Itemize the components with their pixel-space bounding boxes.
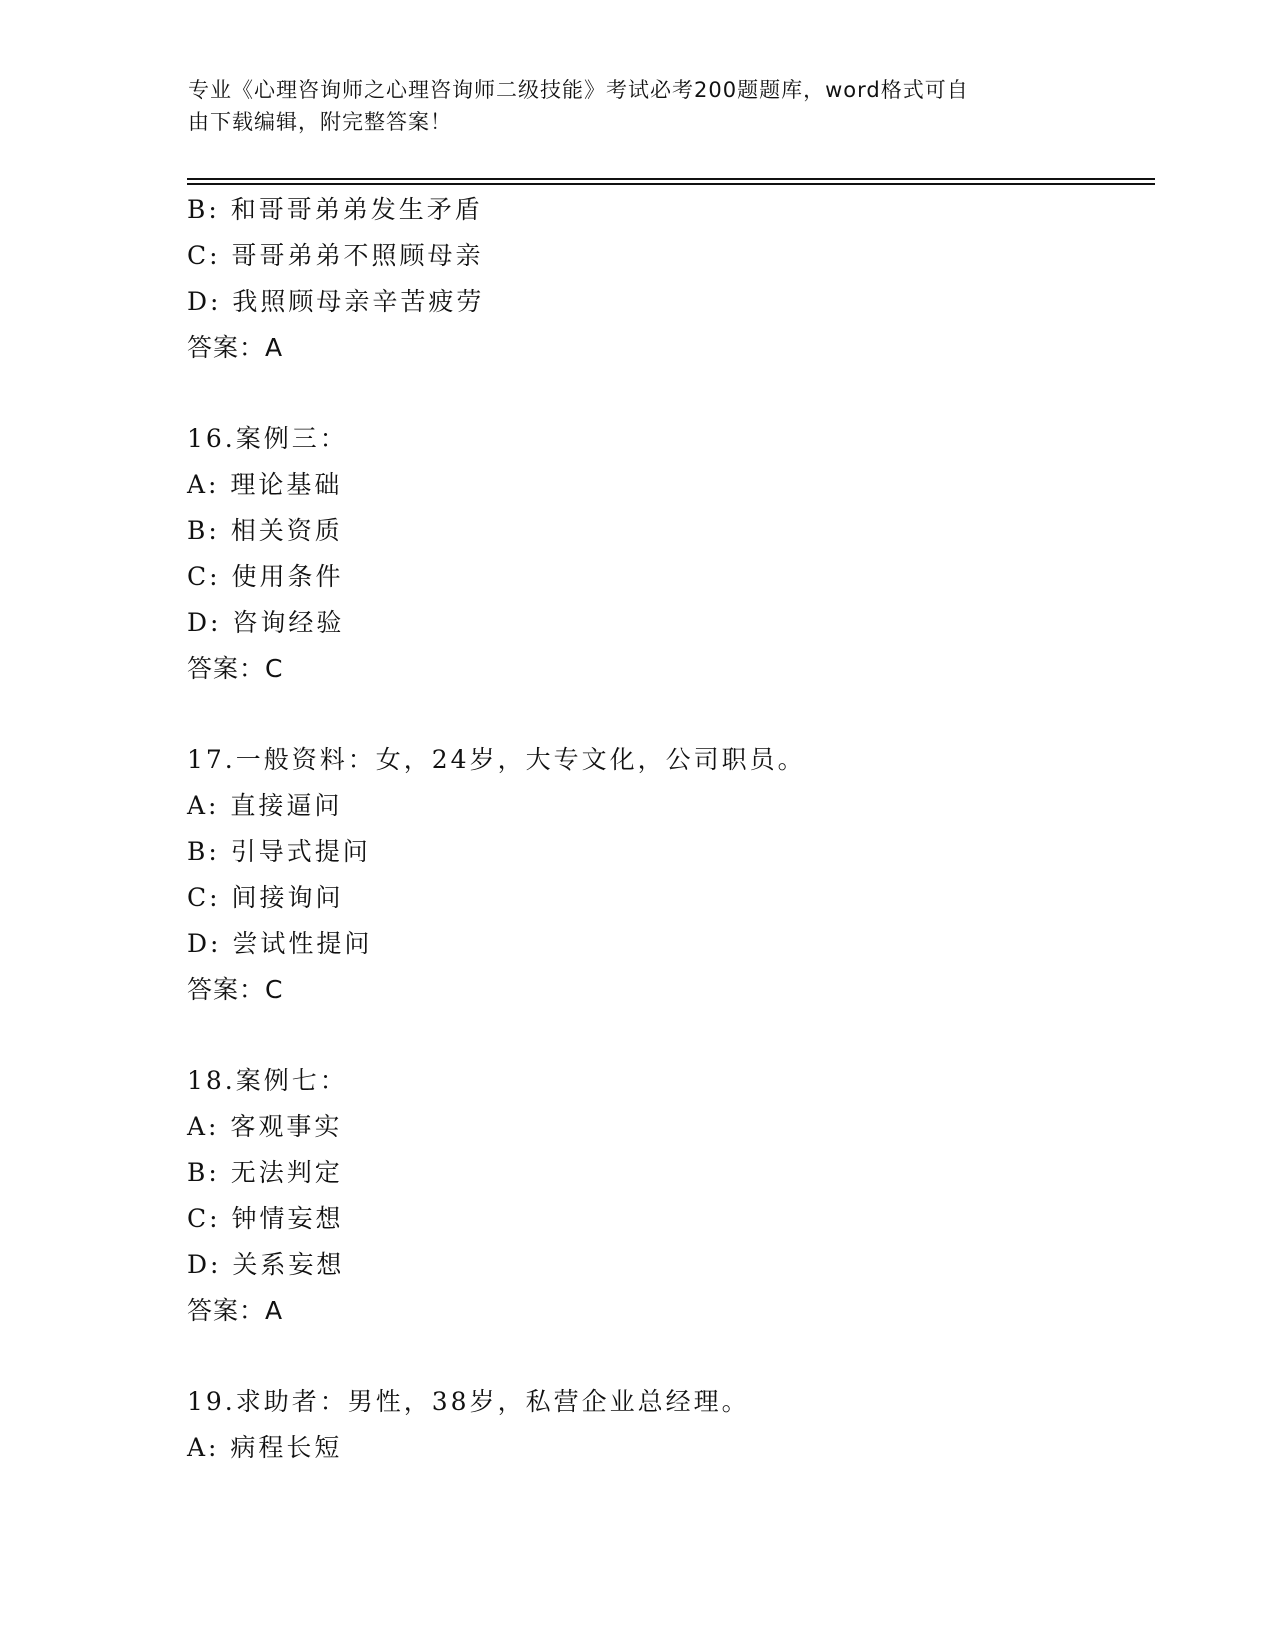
option-a: A: 直接逼问 bbox=[187, 791, 343, 820]
option-c: C: 使用条件 bbox=[187, 562, 344, 591]
option-d: D: 咨询经验 bbox=[187, 608, 345, 637]
question-title: 16.案例三： bbox=[187, 424, 348, 453]
document-header bbox=[188, 74, 1088, 138]
question-gap bbox=[187, 692, 1147, 737]
option-b: B: 引导式提问 bbox=[187, 837, 371, 866]
option-b: B: 相关资质 bbox=[187, 516, 343, 545]
answer-line: 答案：A bbox=[187, 1296, 284, 1325]
header-line-1: 专业《心理咨询师之心理咨询师二级技能》考试必考200题题库，word格式可自 bbox=[188, 78, 969, 102]
answer-line: 答案：A bbox=[187, 333, 284, 362]
question-content bbox=[187, 187, 1147, 1471]
question-17 bbox=[187, 737, 1147, 1013]
question-18 bbox=[187, 1058, 1147, 1334]
header-line-2: 由下载编辑，附完整答案！ bbox=[188, 110, 452, 134]
option-d: D: 尝试性提问 bbox=[187, 929, 373, 958]
option-c: C: 哥哥弟弟不照顾母亲 bbox=[187, 241, 484, 270]
option-b: B: 和哥哥弟弟发生矛盾 bbox=[187, 195, 483, 224]
option-d: D: 我照顾母亲辛苦疲劳 bbox=[187, 287, 485, 316]
question-16 bbox=[187, 416, 1147, 692]
option-a: A: 病程长短 bbox=[187, 1433, 343, 1462]
option-c: C: 钟情妄想 bbox=[187, 1204, 344, 1233]
question-gap bbox=[187, 371, 1147, 416]
question-gap bbox=[187, 1013, 1147, 1058]
header-divider-bottom bbox=[187, 183, 1155, 185]
option-a: A: 理论基础 bbox=[187, 470, 343, 499]
answer-line: 答案：C bbox=[187, 654, 284, 683]
option-b: B: 无法判定 bbox=[187, 1158, 343, 1187]
question-title: 19.求助者：男性，38岁，私营企业总经理。 bbox=[187, 1387, 750, 1416]
question-gap bbox=[187, 1334, 1147, 1379]
question-19 bbox=[187, 1379, 1147, 1471]
header-divider-top bbox=[187, 178, 1155, 180]
option-c: C: 间接询问 bbox=[187, 883, 344, 912]
question-title: 18.案例七： bbox=[187, 1066, 348, 1095]
question-15-continued bbox=[187, 187, 1147, 371]
option-d: D: 关系妄想 bbox=[187, 1250, 345, 1279]
option-a: A: 客观事实 bbox=[187, 1112, 343, 1141]
question-title: 17.一般资料：女，24岁，大专文化，公司职员。 bbox=[187, 745, 806, 774]
answer-line: 答案：C bbox=[187, 975, 284, 1004]
